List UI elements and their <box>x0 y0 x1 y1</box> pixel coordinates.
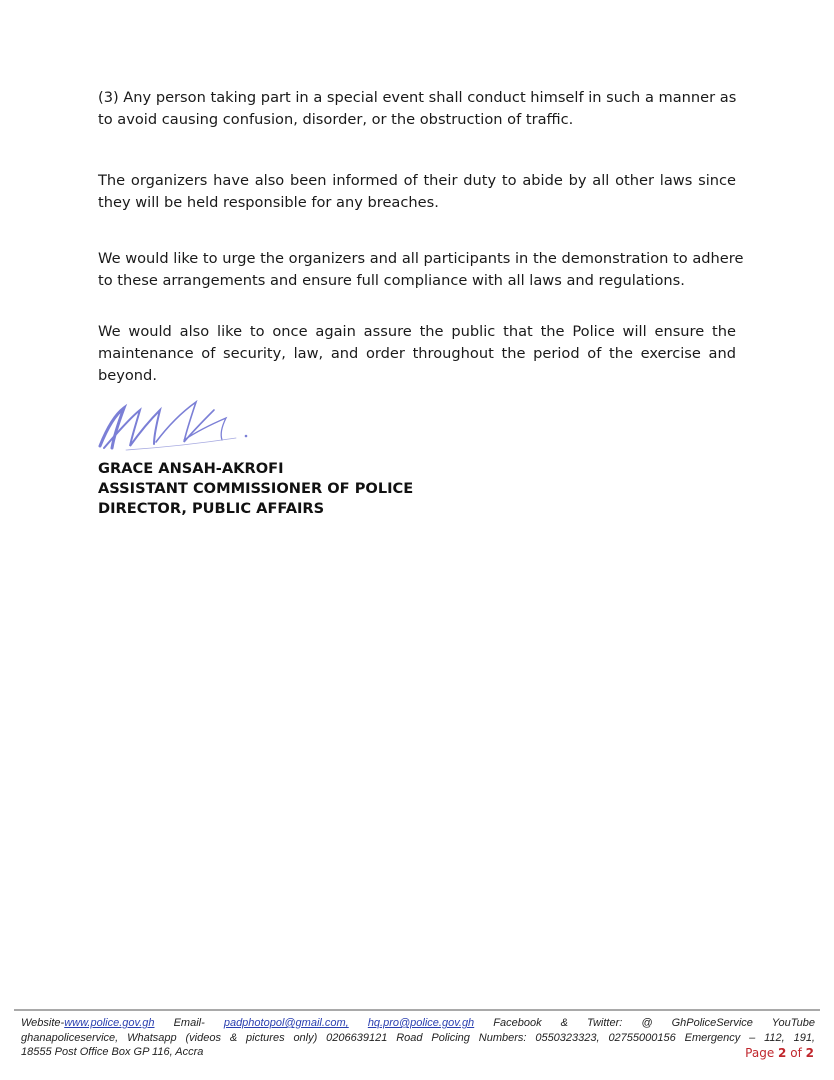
paragraph <box>98 248 744 292</box>
footer-divider <box>14 1009 820 1011</box>
paragraph-line: We would also like to once again assure the public that the Police will ensure the <box>98 323 736 340</box>
footer-line-1: Website-www.police.gov.gh Email- padphotopol@gmail.com, hq.pro@police.gov.gh Facebook & Twitter: @ GhPoliceService YouTube <box>21 1017 816 1029</box>
page-number: Page 2 of 2 <box>745 1046 814 1060</box>
paragraph-line: beyond. <box>98 367 157 384</box>
footer <box>21 1016 815 1060</box>
paragraph <box>98 170 736 214</box>
paragraph-line: (3) Any person taking part in a special event shall conduct himself in such a manner as <box>98 89 737 106</box>
paragraph <box>98 321 736 387</box>
paragraph-line: The organizers have also been informed of their duty to abide by all other laws since <box>98 172 736 189</box>
signature-image <box>96 396 256 456</box>
email-link-2[interactable]: hq.pro@police.gov.gh <box>367 1017 475 1029</box>
paragraph-line: they will be held responsible for any breaches. <box>98 194 439 211</box>
footer-line-3: 18555 Post Office Box GP 116, Accra <box>21 1046 204 1059</box>
paragraph-line: We would like to urge the organizers and all participants in the demonstration to adhere <box>98 250 744 267</box>
footer-line-2: ghanapoliceservice, Whatsapp (videos & pictures only) 0206639121 Road Policing Numbers: 0550323323, 02755000156 Emergency – 112, 191, <box>21 1031 815 1044</box>
signature-block <box>98 459 413 519</box>
signatory-rank: ASSISTANT COMMISSIONER OF POLICE <box>98 480 414 497</box>
paragraph <box>98 87 736 131</box>
email-link-1[interactable]: padphotopol@gmail.com, <box>223 1017 349 1029</box>
paragraph-line: to these arrangements and ensure full compliance with all laws and regulations. <box>98 272 685 289</box>
paragraph-line: maintenance of security, law, and order throughout the period of the exercise and <box>98 345 736 362</box>
website-link[interactable]: www.police.gov.gh <box>64 1017 155 1029</box>
paragraph-line: to avoid causing confusion, disorder, or the obstruction of traffic. <box>98 111 574 128</box>
signatory-name: GRACE ANSAH-AKROFI <box>98 460 284 477</box>
signatory-title: DIRECTOR, PUBLIC AFFAIRS <box>98 500 325 517</box>
